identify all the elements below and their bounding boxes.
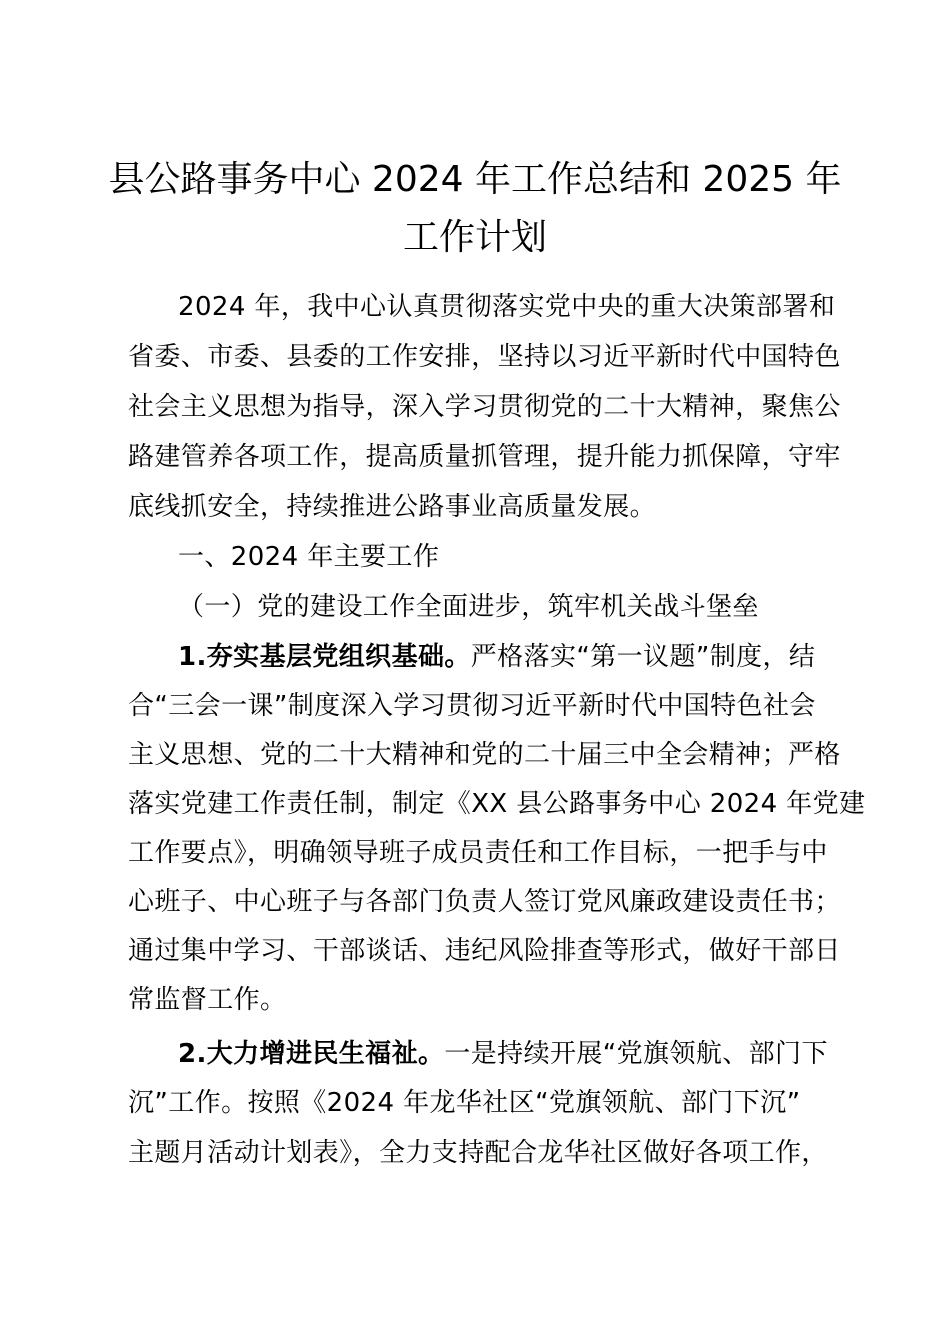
intro-line-4: 路建管养各项工作，提高质量抓管理，提升能力抓保障，守牢 [128, 442, 841, 472]
item1-line-3: 主义思想、党的二十大精神和党的二十届三中全会精神；严格 [128, 740, 841, 770]
intro-line-5: 底线抓安全，持续推进公路事业高质量发展。 [128, 492, 657, 522]
document-title-line-2: 工作计划 [402, 217, 547, 258]
intro-line-3: 社会主义思想为指导，深入学习贯彻党的二十大精神，聚焦公 [128, 392, 841, 422]
item1-line-7: 通过集中学习、干部谈话、违纪风险排查等形式，做好干部日 [128, 936, 841, 966]
item1-first-text: 严格落实“第一议题”制度，结 [470, 642, 816, 672]
item2-line-3: 主题月活动计划表》，全力支持配合龙华社区做好各项工作， [128, 1138, 828, 1168]
item1-first-line [178, 640, 888, 674]
item2-first-text: 一是持续开展“党旗领航、部门下 [444, 1039, 828, 1069]
document-title-line-1: 县公路事务中心 2024 年工作总结和 2025 年 [108, 159, 842, 200]
item1-line-4: 落实党建工作责任制，制定《XX 县公路事务中心 2024 年党建 [128, 789, 866, 819]
intro-line-1: 2024 年，我中心认真贯彻落实党中央的重大决策部署和 [178, 292, 836, 322]
item2-line-2: 沉”工作。按照《2024 年龙华社区“党旗领航、部门下沉” [128, 1088, 801, 1118]
item1-line-6: 心班子、中心班子与各部门负责人签订党风廉政建设责任书； [128, 887, 841, 917]
item1-bold-heading: 1.夯实基层党组织基础。 [178, 642, 471, 672]
item1-line-5: 工作要点》，明确领导班子成员责任和工作目标，一把手与中 [128, 838, 828, 868]
subsection-heading: （一）党的建设工作全面进步，筑牢机关战斗堡垒 [178, 592, 759, 622]
section-heading: 一、2024 年主要工作 [178, 542, 440, 572]
item1-line-8: 常监督工作。 [128, 985, 287, 1015]
item2-first-line [178, 1037, 888, 1071]
item2-bold-heading: 2.大力增进民生福祉。 [178, 1039, 445, 1069]
item1-line-2: 合“三会一课”制度深入学习贯彻习近平新时代中国特色社会 [128, 691, 816, 721]
intro-line-2: 省委、市委、县委的工作安排，坚持以习近平新时代中国特色 [128, 342, 841, 372]
